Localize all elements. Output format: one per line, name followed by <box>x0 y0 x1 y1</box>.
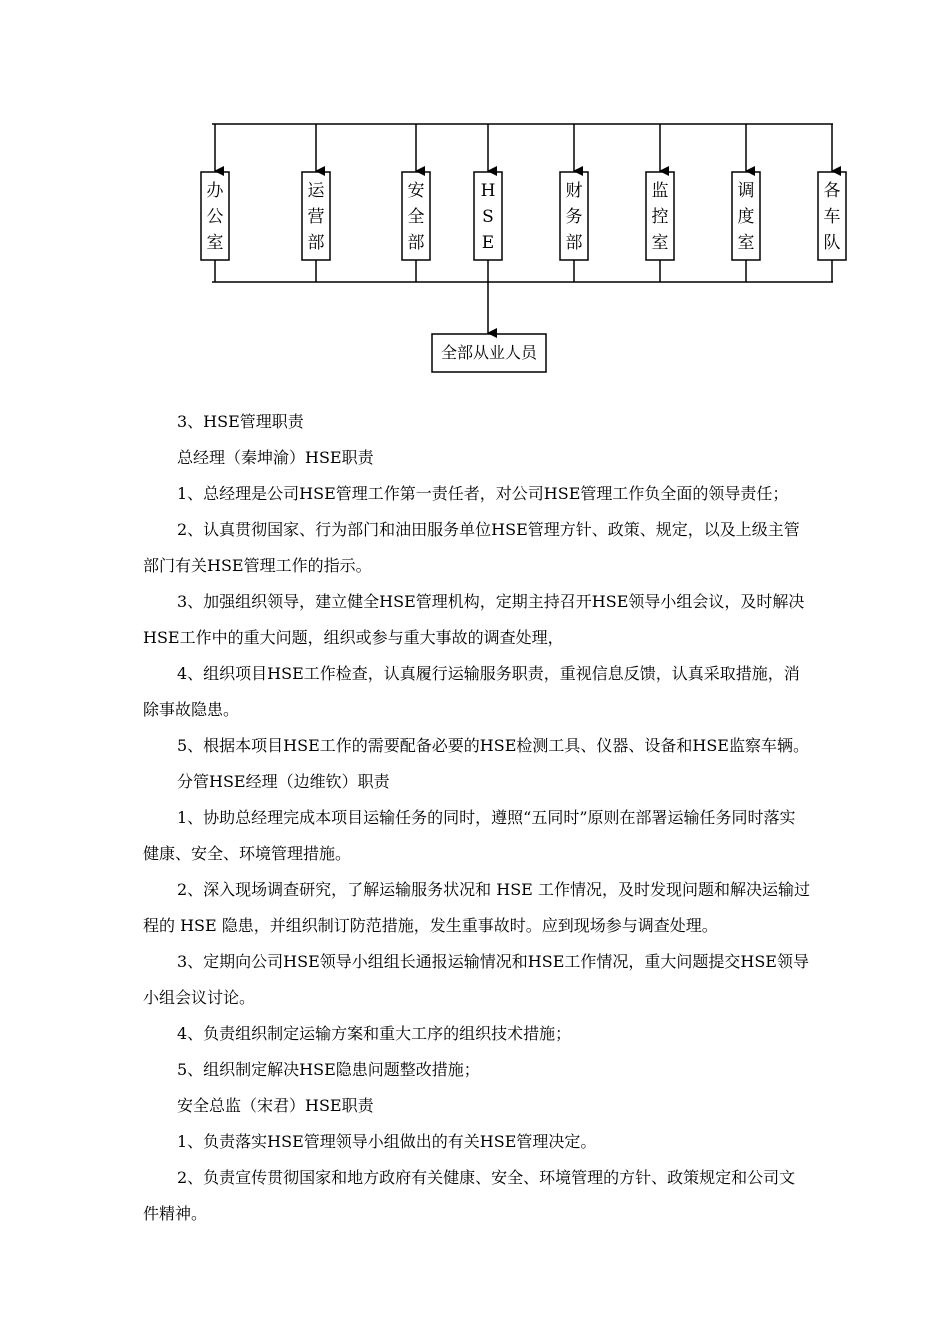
dept-8-char: 各 <box>823 181 841 201</box>
deputy-item-5: 5、组织制定解决HSE隐患问题整改措施； <box>177 1060 480 1079</box>
dept-1-char: 室 <box>206 233 224 253</box>
dept-2-label <box>302 178 330 256</box>
dept-3-char: 安 <box>407 181 425 201</box>
gm-item-2: 2、认真贯彻国家、行为部门和油田服务单位HSE管理方针、政策、规定，以及上级主管部门有关HSE管理工作的指示。 <box>143 520 800 575</box>
dept-3-char: 全 <box>407 207 425 227</box>
dept-6-char: 监 <box>651 181 669 201</box>
dept-7-label <box>732 178 760 256</box>
dept-2-char: 营 <box>307 207 325 227</box>
dept-7-char: 度 <box>737 207 755 227</box>
dept-5-char: 务 <box>565 207 583 227</box>
dept-6-char: 室 <box>651 233 669 253</box>
deputy-item-4: 4、负责组织制定运输方案和重大工序的组织技术措施； <box>177 1024 572 1043</box>
dept-4-char: H <box>480 181 496 201</box>
dept-2-char: 部 <box>307 233 325 253</box>
gm-item-5: 5、根据本项目HSE工作的需要配备必要的HSE检测工具、仪器、设备和HSE监察车辆。 <box>177 736 809 755</box>
dept-5-label <box>560 178 588 256</box>
dept-4-char: S <box>482 207 494 227</box>
gm-item-1: 1、总经理是公司HSE管理工作第一责任者，对公司HSE管理工作负全面的领导责任； <box>177 484 789 503</box>
dept-2-char: 运 <box>307 181 325 201</box>
dept-7-char: 室 <box>737 233 755 253</box>
dept-7-char: 调 <box>737 181 755 201</box>
dept-8-char: 车 <box>823 207 841 227</box>
dept-3-label <box>402 178 430 256</box>
dept-6-label <box>646 178 674 256</box>
gm-item-4: 4、组织项目HSE工作检查，认真履行运输服务职责，重视信息反馈，认真采取措施，消除事故隐患。 <box>143 664 800 719</box>
dept-1-label <box>201 178 229 256</box>
dept-4-char: E <box>481 233 495 253</box>
deputy-title: 分管HSE经理（边维钦）职责 <box>177 772 390 791</box>
dept-6-char: 控 <box>651 207 669 227</box>
dept-3-char: 部 <box>407 233 425 253</box>
safety-item-2: 2、负责宣传贯彻国家和地方政府有关健康、安全、环境管理的方针、政策规定和公司文件精神。 <box>143 1168 796 1223</box>
safety-title: 安全总监（宋君）HSE职责 <box>177 1096 374 1115</box>
safety-item-1: 1、负责落实HSE管理领导小组做出的有关HSE管理决定。 <box>177 1132 597 1151</box>
gm-item-3: 3、加强组织领导，建立健全HSE管理机构，定期主持召开HSE领导小组会议，及时解决HSE工作中的重大问题，组织或参与重大事故的调查处理， <box>143 592 805 647</box>
dept-8-label <box>818 178 846 256</box>
dept-8-char: 队 <box>823 233 841 253</box>
section-heading: 3、HSE管理职责 <box>177 412 304 431</box>
dept-1-char: 办 <box>206 181 224 201</box>
all-staff-label: 全部从业人员 <box>440 343 537 362</box>
deputy-item-1: 1、协助总经理完成本项目运输任务的同时，遵照“五同时”原则在部署运输任务同时落实健康、安全、环境管理措施。 <box>143 808 796 863</box>
gm-title: 总经理（秦坤渝）HSE职责 <box>177 448 374 467</box>
dept-1-char: 公 <box>206 207 224 227</box>
dept-4-label <box>474 178 502 256</box>
dept-5-char: 财 <box>565 181 583 201</box>
deputy-item-2: 2、深入现场调查研究，了解运输服务状况和 HSE 工作情况，及时发现问题和解决运输过程的 HSE 隐患，并组织制订防范措施，发生重事故时。应到现场参与调查处理。 <box>143 880 810 935</box>
dept-5-char: 部 <box>565 233 583 253</box>
deputy-item-3: 3、定期向公司HSE领导小组组长通报运输情况和HSE工作情况，重大问题提交HSE领导小组会议讨论。 <box>143 952 809 1007</box>
